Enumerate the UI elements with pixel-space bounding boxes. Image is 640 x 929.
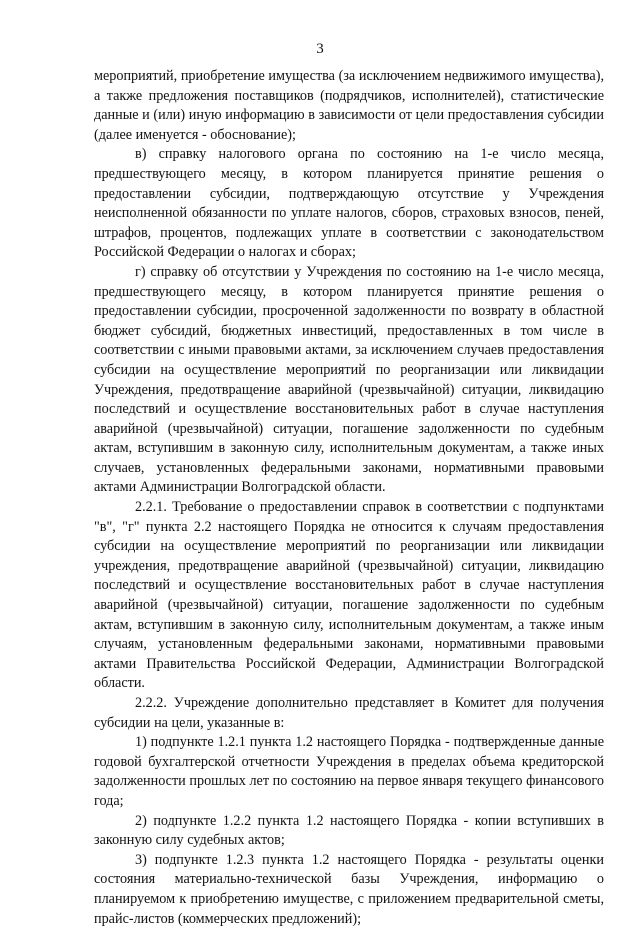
list-item-2: 2) подпункте 1.2.2 пункта 1.2 настоящего Порядка - копии вступивших в законную силу судебных актов; bbox=[94, 812, 604, 849]
list-item-1: 1) подпункте 1.2.1 пункта 1.2 настоящего Порядка - подтвержденные данные годовой бухгалтерской отчетности Учреждения в пределах объема кредиторской задолженности прошлых лет по состоянию на первое января текущего финансового года; bbox=[94, 734, 604, 809]
list-item-3: 3) подпункте 1.2.3 пункта 1.2 настоящего Порядка - результаты оценки состояния материально-технической базы Учреждения, информацию о планируемом к приобретению имуществе, с приложением предварительной сметы, прайс-листов (коммерческих предложений); bbox=[94, 851, 604, 927]
page-number: 3 bbox=[316, 41, 324, 57]
paragraph-2-2-1: 2.2.1. Требование о предоставлении справок в соответствии с подпунктами "в", "г" пункта 2.2 настоящего Порядка не относится к случаям предоставления субсидии на осуществление мероприятий по реорганизации или ликвидации учреждения, предотвращение аварийной (чрезвычайной) ситуации, ликвидацию последствий и осуществление восстановительных работ в случае наступления аварийной (чрезвычайной) ситуации, погашение задолженности по судебным актам, вступившим в законную силу, исполнительным документам, а также иным случаям, установленным федеральными законами, нормативными правовыми актами Правительства Российской Федерации, Администрации Волгоградской области. bbox=[94, 499, 604, 692]
document-body bbox=[94, 67, 604, 929]
paragraph-continuation: мероприятий, приобретение имущества (за исключением недвижимого имущества), а также предложения поставщиков (подрядчиков, исполнителей), статистические данные и (или) иную информацию в зависимости от цели предоставления субсидии (далее именуется - обоснование); bbox=[94, 68, 604, 143]
paragraph-2-2-2: 2.2.2. Учреждение дополнительно представляет в Комитет для получения субсидии на цели, указанные в: bbox=[94, 695, 604, 731]
paragraph-debt-certificate: г) справку об отсутствии у Учреждения по состоянию на 1-е число месяца, предшествующего месяцу, в котором планируется принятие решения о предоставлении субсидии, просроченной задолженности по возврату в областной бюджет субсидий, бюджетных инвестиций, предоставленных в том числе в соответствии с иными правовыми актами, за исключением случаев предоставления субсидии на осуществление мероприятий по реорганизации или ликвидации Учреждения, предотвращение аварийной (чрезвычайной) ситуации, ликвидацию последствий и осуществление восстановительных работ в случае наступления аварийной (чрезвычайной) ситуации, погашение задолженности по судебным актам, вступившим в законную силу, исполнительным документам, а также иных случаев, установленных федеральными законами, нормативными правовыми актами Администрации Волгоградской области. bbox=[94, 263, 604, 496]
paragraph-tax-certificate: в) справку налогового органа по состоянию на 1-е число месяца, предшествующего месяцу, в котором планируется принятие решения о предоставлении субсидии, подтверждающую отсутствие у Учреждения неисполненной обязанности по уплате налогов, сборов, страховых взносов, пеней, штрафов, процентов, подлежащих уплате в соответствии с законодательством Российской Федерации о налогах и сборах; bbox=[94, 146, 604, 261]
